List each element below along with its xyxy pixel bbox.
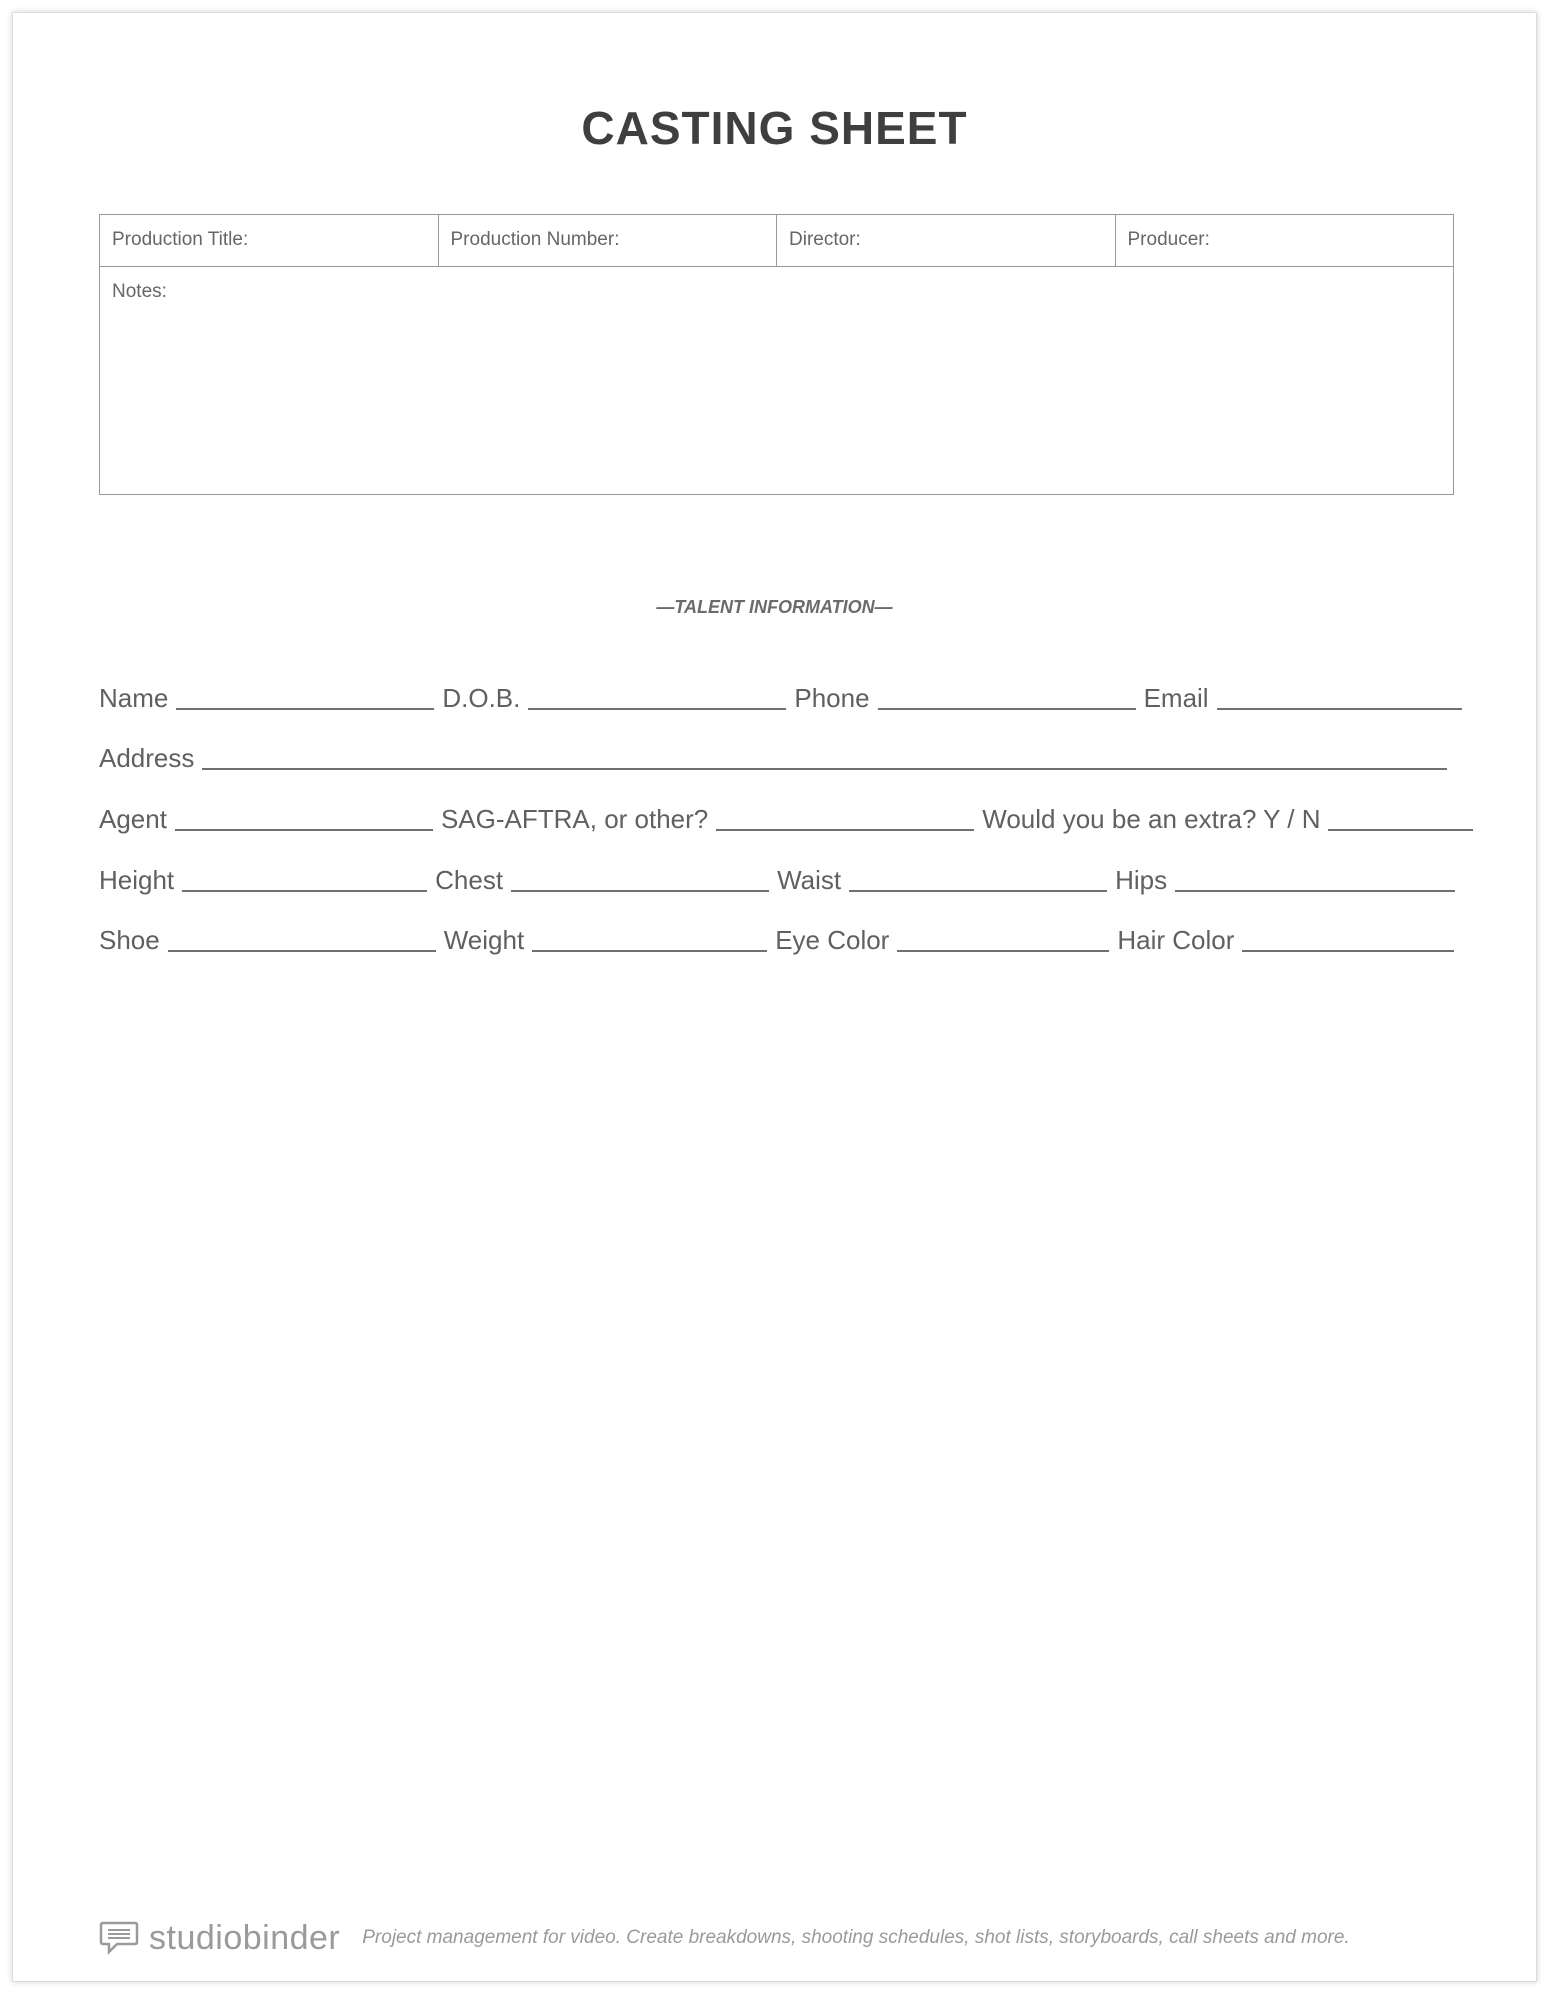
dob-label: D.O.B. [442, 683, 521, 713]
name-line[interactable] [176, 708, 434, 710]
footer-tagline: Project management for video. Create breakdowns, shooting schedules, shot lists, storyboards, call sheets and more. [362, 1927, 1350, 1948]
union-field[interactable] [441, 804, 974, 834]
production-info-row [100, 215, 1453, 267]
production-info-table [99, 214, 1454, 495]
shoe-field[interactable] [99, 925, 436, 955]
shoe-line[interactable] [168, 950, 436, 952]
name-label: Name [99, 683, 169, 713]
weight-field[interactable] [444, 925, 767, 955]
talent-row-4 [99, 863, 1454, 895]
dob-line[interactable] [528, 708, 786, 710]
hair-color-label: Hair Color [1117, 925, 1235, 955]
name-field[interactable] [99, 683, 434, 713]
waist-field[interactable] [777, 865, 1107, 895]
email-line[interactable] [1217, 708, 1462, 710]
hips-line[interactable] [1175, 890, 1455, 892]
hair-color-field[interactable] [1117, 925, 1454, 955]
eye-color-line[interactable] [897, 950, 1109, 952]
casting-sheet-page [12, 12, 1537, 1982]
director-field[interactable]: Director: [777, 215, 1116, 266]
chest-line[interactable] [511, 890, 769, 892]
hips-field[interactable] [1115, 865, 1455, 895]
extra-field[interactable] [982, 804, 1473, 834]
height-line[interactable] [182, 890, 427, 892]
production-number-field[interactable]: Production Number: [439, 215, 778, 266]
talent-row-5 [99, 923, 1454, 955]
brand-bold: binder [242, 1918, 341, 1957]
agent-label: Agent [99, 804, 167, 834]
chest-field[interactable] [435, 865, 769, 895]
union-line[interactable] [716, 829, 974, 831]
agent-field[interactable] [99, 804, 433, 834]
producer-field[interactable]: Producer: [1127, 229, 1210, 250]
eye-color-label: Eye Color [775, 925, 890, 955]
email-field[interactable] [1144, 683, 1462, 713]
talent-row-2 [99, 741, 1454, 773]
talent-row-1 [99, 681, 1454, 713]
footer [99, 1918, 1350, 1958]
address-label: Address [99, 743, 195, 773]
phone-label: Phone [794, 683, 870, 713]
page-title: CASTING SHEET [581, 102, 968, 154]
speech-bubble-icon [99, 1920, 139, 1956]
waist-line[interactable] [849, 890, 1107, 892]
union-label: SAG-AFTRA, or other? [440, 804, 709, 834]
talent-information-heading: —TALENT INFORMATION— [656, 597, 893, 617]
chest-label: Chest [435, 865, 504, 895]
shoe-label: Shoe [99, 925, 160, 955]
address-line[interactable] [202, 768, 1447, 770]
hips-label: Hips [1115, 865, 1168, 895]
weight-line[interactable] [532, 950, 767, 952]
talent-row-3 [99, 802, 1454, 834]
brand-logo [149, 1919, 340, 1958]
height-field[interactable] [99, 865, 427, 895]
notes-field[interactable]: Notes: [112, 281, 167, 302]
eye-color-field[interactable] [775, 925, 1109, 955]
agent-line[interactable] [175, 829, 433, 831]
address-field[interactable] [99, 743, 1447, 773]
weight-label: Weight [443, 925, 525, 955]
dob-field[interactable] [442, 683, 786, 713]
brand-light: studio [149, 1918, 243, 1957]
phone-line[interactable] [878, 708, 1136, 710]
height-label: Height [99, 865, 175, 895]
hair-color-line[interactable] [1242, 950, 1454, 952]
extra-label: Would you be an extra? Y / N [982, 804, 1321, 834]
phone-field[interactable] [794, 683, 1135, 713]
email-label: Email [1143, 683, 1209, 713]
waist-label: Waist [777, 865, 842, 895]
production-title-field[interactable]: Production Title: [100, 215, 439, 266]
extra-line[interactable] [1328, 829, 1473, 831]
